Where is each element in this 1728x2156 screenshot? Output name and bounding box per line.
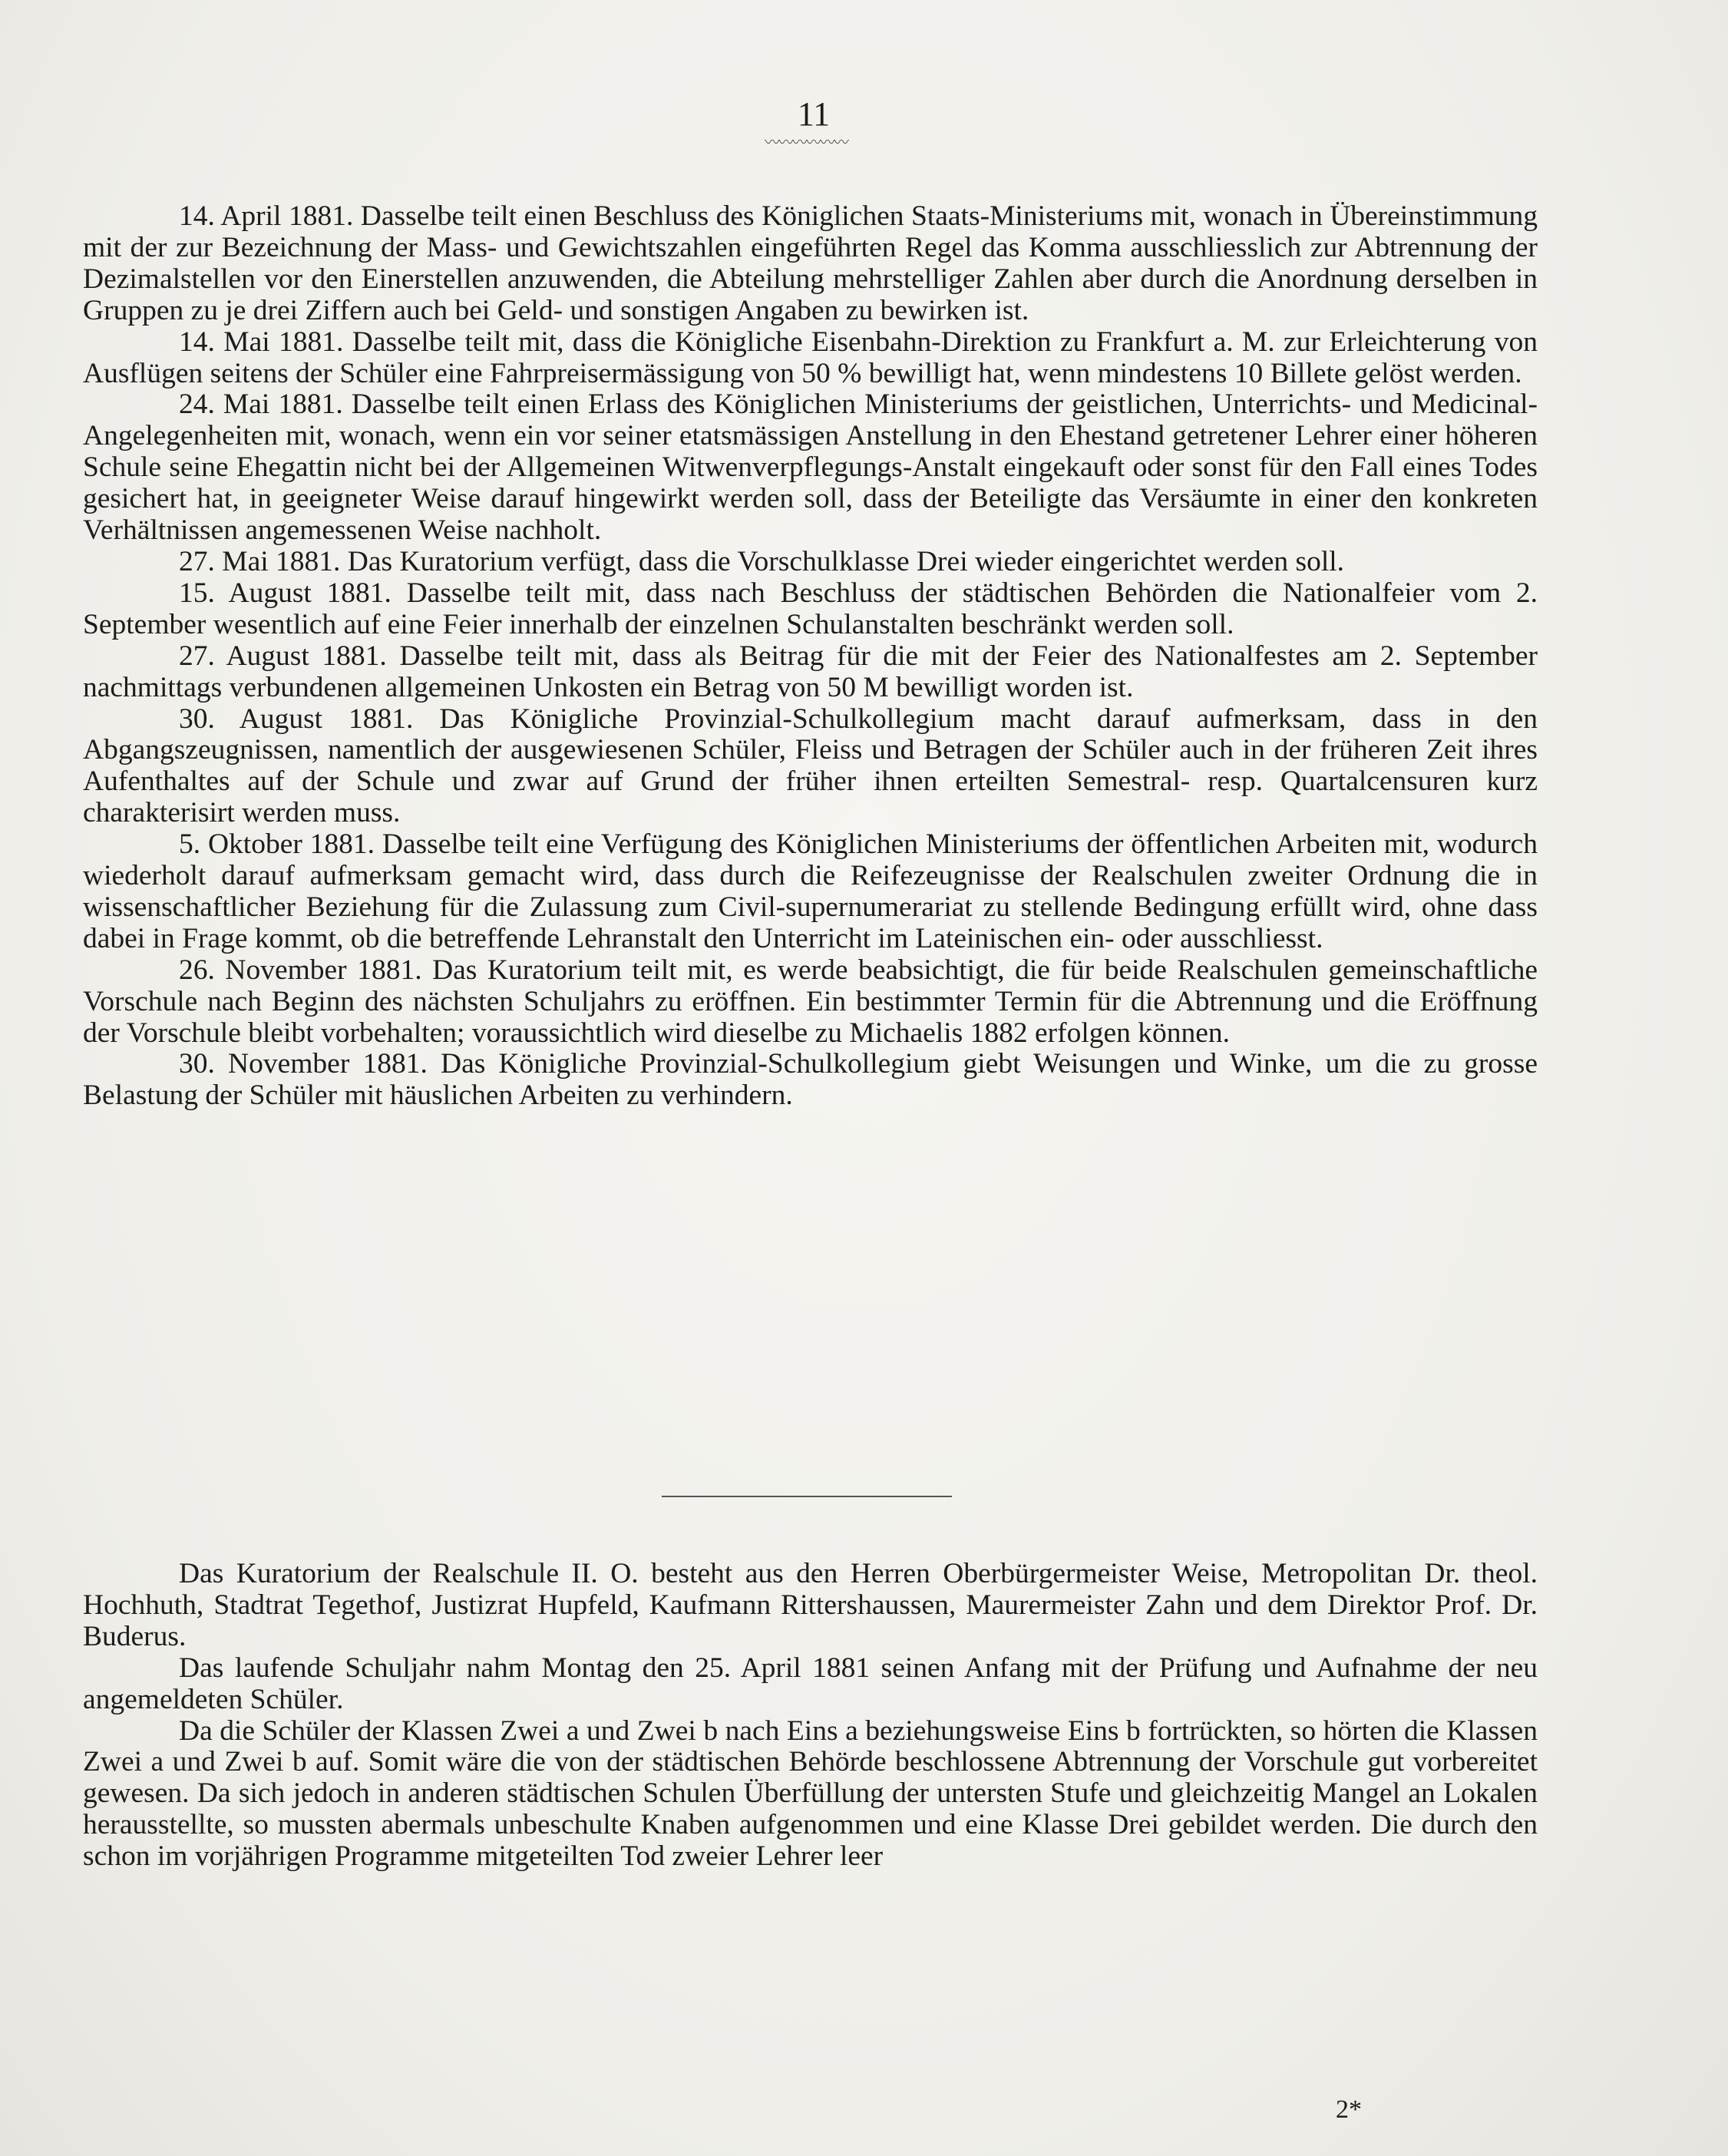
entry-14-mai-1881: 14. Mai 1881. Dasselbe teilt mit, dass die Königliche Eisenbahn-Direktion zu Frankfurt a. M. zur Erleichterung von Ausflügen seitens der Schüler eine Fahrpreisermässigung von 50 % bewilligt hat, wenn mindestens 10 Billete gelöst werden. bbox=[83, 326, 1538, 389]
class-changes-paragraph: Da die Schüler der Klassen Zwei a und Zwei b nach Eins a beziehungsweise Eins b fortrückten, so hörten die Klassen Zwei a und Zwei b auf. Somit wäre die von der städtischen Behörde beschlossene Abtrennung der Vorschule gut vorbereitet gewesen. Da sich jedoch in anderen städtischen Schulen Überfüllung der untersten Stufe und gleichzeitig Mangel an Lokalen herausstellte, so mussten abermals unbeschulte Knaben aufgenommen und eine Klasse Drei gebildet werden. Die durch den schon im vorjährigen Programme mitgeteilten Tod zweier Lehrer leer bbox=[83, 1715, 1538, 1873]
page-number-ornament: 〰〰〰〰〰〰 bbox=[765, 138, 847, 147]
kuratorium-paragraph: Das Kuratorium der Realschule II. O. besteht aus den Herren Oberbürgermeister Weise, Metropolitan Dr. theol. Hochhuth, Stadtrat Tegethof, Justizrat Hupfeld, Kaufmann Rittershaussen, Maurermeister Zahn und dem Direktor Prof. Dr. Buderus. bbox=[83, 1558, 1538, 1652]
entry-30-august-1881: 30. August 1881. Das Königliche Provinzial-Schulkollegium macht darauf aufmerksam, dass in den Abgangszeugnissen, namentlich der ausgewiesenen Schüler, Fleiss und Betragen der Schüler auch in der früheren Zeit ihres Aufenthaltes auf der Schule und zwar auf Grund der früher ihnen erteilten Semestral- resp. Quartalcensuren kurz charakterisirt werden muss. bbox=[83, 703, 1538, 829]
entry-27-august-1881: 27. August 1881. Dasselbe teilt mit, dass als Beitrag für die mit der Feier des Nationalfestes am 2. September nachmittags verbundenen allgemeinen Unkosten ein Betrag von 50 M bewilligt worden ist. bbox=[83, 640, 1538, 703]
entry-5-oktober-1881: 5. Oktober 1881. Dasselbe teilt eine Verfügung des Königlichen Ministeriums der öffentlichen Arbeiten mit, wodurch wiederholt darauf aufmerksam gemacht wird, dass durch die Reifezeugnisse der Realschulen zweiter Ordnung die in wissenschaftlicher Beziehung für die Zulassung zum Civil-supernumerariat zu stellende Bedingung erfüllt wird, ohne dass dabei in Frage kommt, ob die betreffende Lehranstalt den Unterricht im Lateinischen ein- oder ausschliesst. bbox=[83, 828, 1538, 954]
entry-26-november-1881: 26. November 1881. Das Kuratorium teilt mit, es werde beabsichtigt, die für beide Realschulen gemeinschaftliche Vorschule nach Beginn des nächsten Schuljahrs zu eröffnen. Ein bestimmter Termin für die Abtrennung und die Eröffnung der Vorschule bleibt vorbehalten; voraussichtlich wird dieselbe zu Michaelis 1882 erfolgen können. bbox=[83, 954, 1538, 1049]
entry-30-november-1881: 30. November 1881. Das Königliche Provinzial-Schulkollegium giebt Weisungen und Winke, um die zu grosse Belastung der Schüler mit häuslichen Arbeiten zu verhindern. bbox=[83, 1048, 1538, 1112]
page-number: 11 bbox=[797, 95, 831, 133]
entry-27-mai-1881: 27. Mai 1881. Das Kuratorium verfügt, dass die Vorschulklasse Drei wieder eingerichtet werden soll. bbox=[179, 545, 1345, 577]
section-divider bbox=[662, 1496, 952, 1497]
school-report-section bbox=[83, 1559, 1538, 1873]
signature-mark: 2* bbox=[1336, 2095, 1362, 2124]
entry-15-august-1881: 15. August 1881. Dasselbe teilt mit, dass nach Beschluss der städtischen Behörden die Nationalfeier vom 2. September wesentlich auf eine Feier innerhalb der einzelnen Schulanstalten beschränkt werden soll. bbox=[83, 577, 1538, 640]
entry-14-april-1881: 14. April 1881. Dasselbe teilt einen Beschluss des Königlichen Staats-Ministeriums mit, wonach in Übereinstimmung mit der zur Bezeichnung der Mass- und Gewichtszahlen eingeführten Regel das Komma ausschliesslich zur Abtrennung der Dezimalstellen vor den Einerstellen anzuwenden, die Abteilung mehrstelliger Zahlen aber durch die Anordnung derselben in Gruppen zu je drei Ziffern auch bei Geld- und sonstigen Angaben zu bewirken ist. bbox=[83, 200, 1538, 326]
chronicle-entries bbox=[83, 201, 1538, 1112]
entry-24-mai-1881: 24. Mai 1881. Dasselbe teilt einen Erlass des Königlichen Ministeriums der geistlichen, Unterrichts- und Medicinal-Angelegenheiten mit, wonach, wenn ein vor seiner etatsmässigen Anstellung in den Ehestand getretener Lehrer einer höheren Schule seine Ehegattin nicht bei der Allgemeinen Witwenverpflegungs-Anstalt eingekauft oder sonst für den Fall eines Todes gesichert hat, in geeigneter Weise darauf hingewirkt werden soll, dass der Beteiligte das Versäumte in einer den konkreten Verhältnissen angemessenen Weise nachholt. bbox=[83, 389, 1538, 547]
school-year-start-paragraph: Das laufende Schuljahr nahm Montag den 25. April 1881 seinen Anfang mit der Prüfung und Aufnahme der neu angemeldeten Schüler. bbox=[83, 1652, 1538, 1715]
